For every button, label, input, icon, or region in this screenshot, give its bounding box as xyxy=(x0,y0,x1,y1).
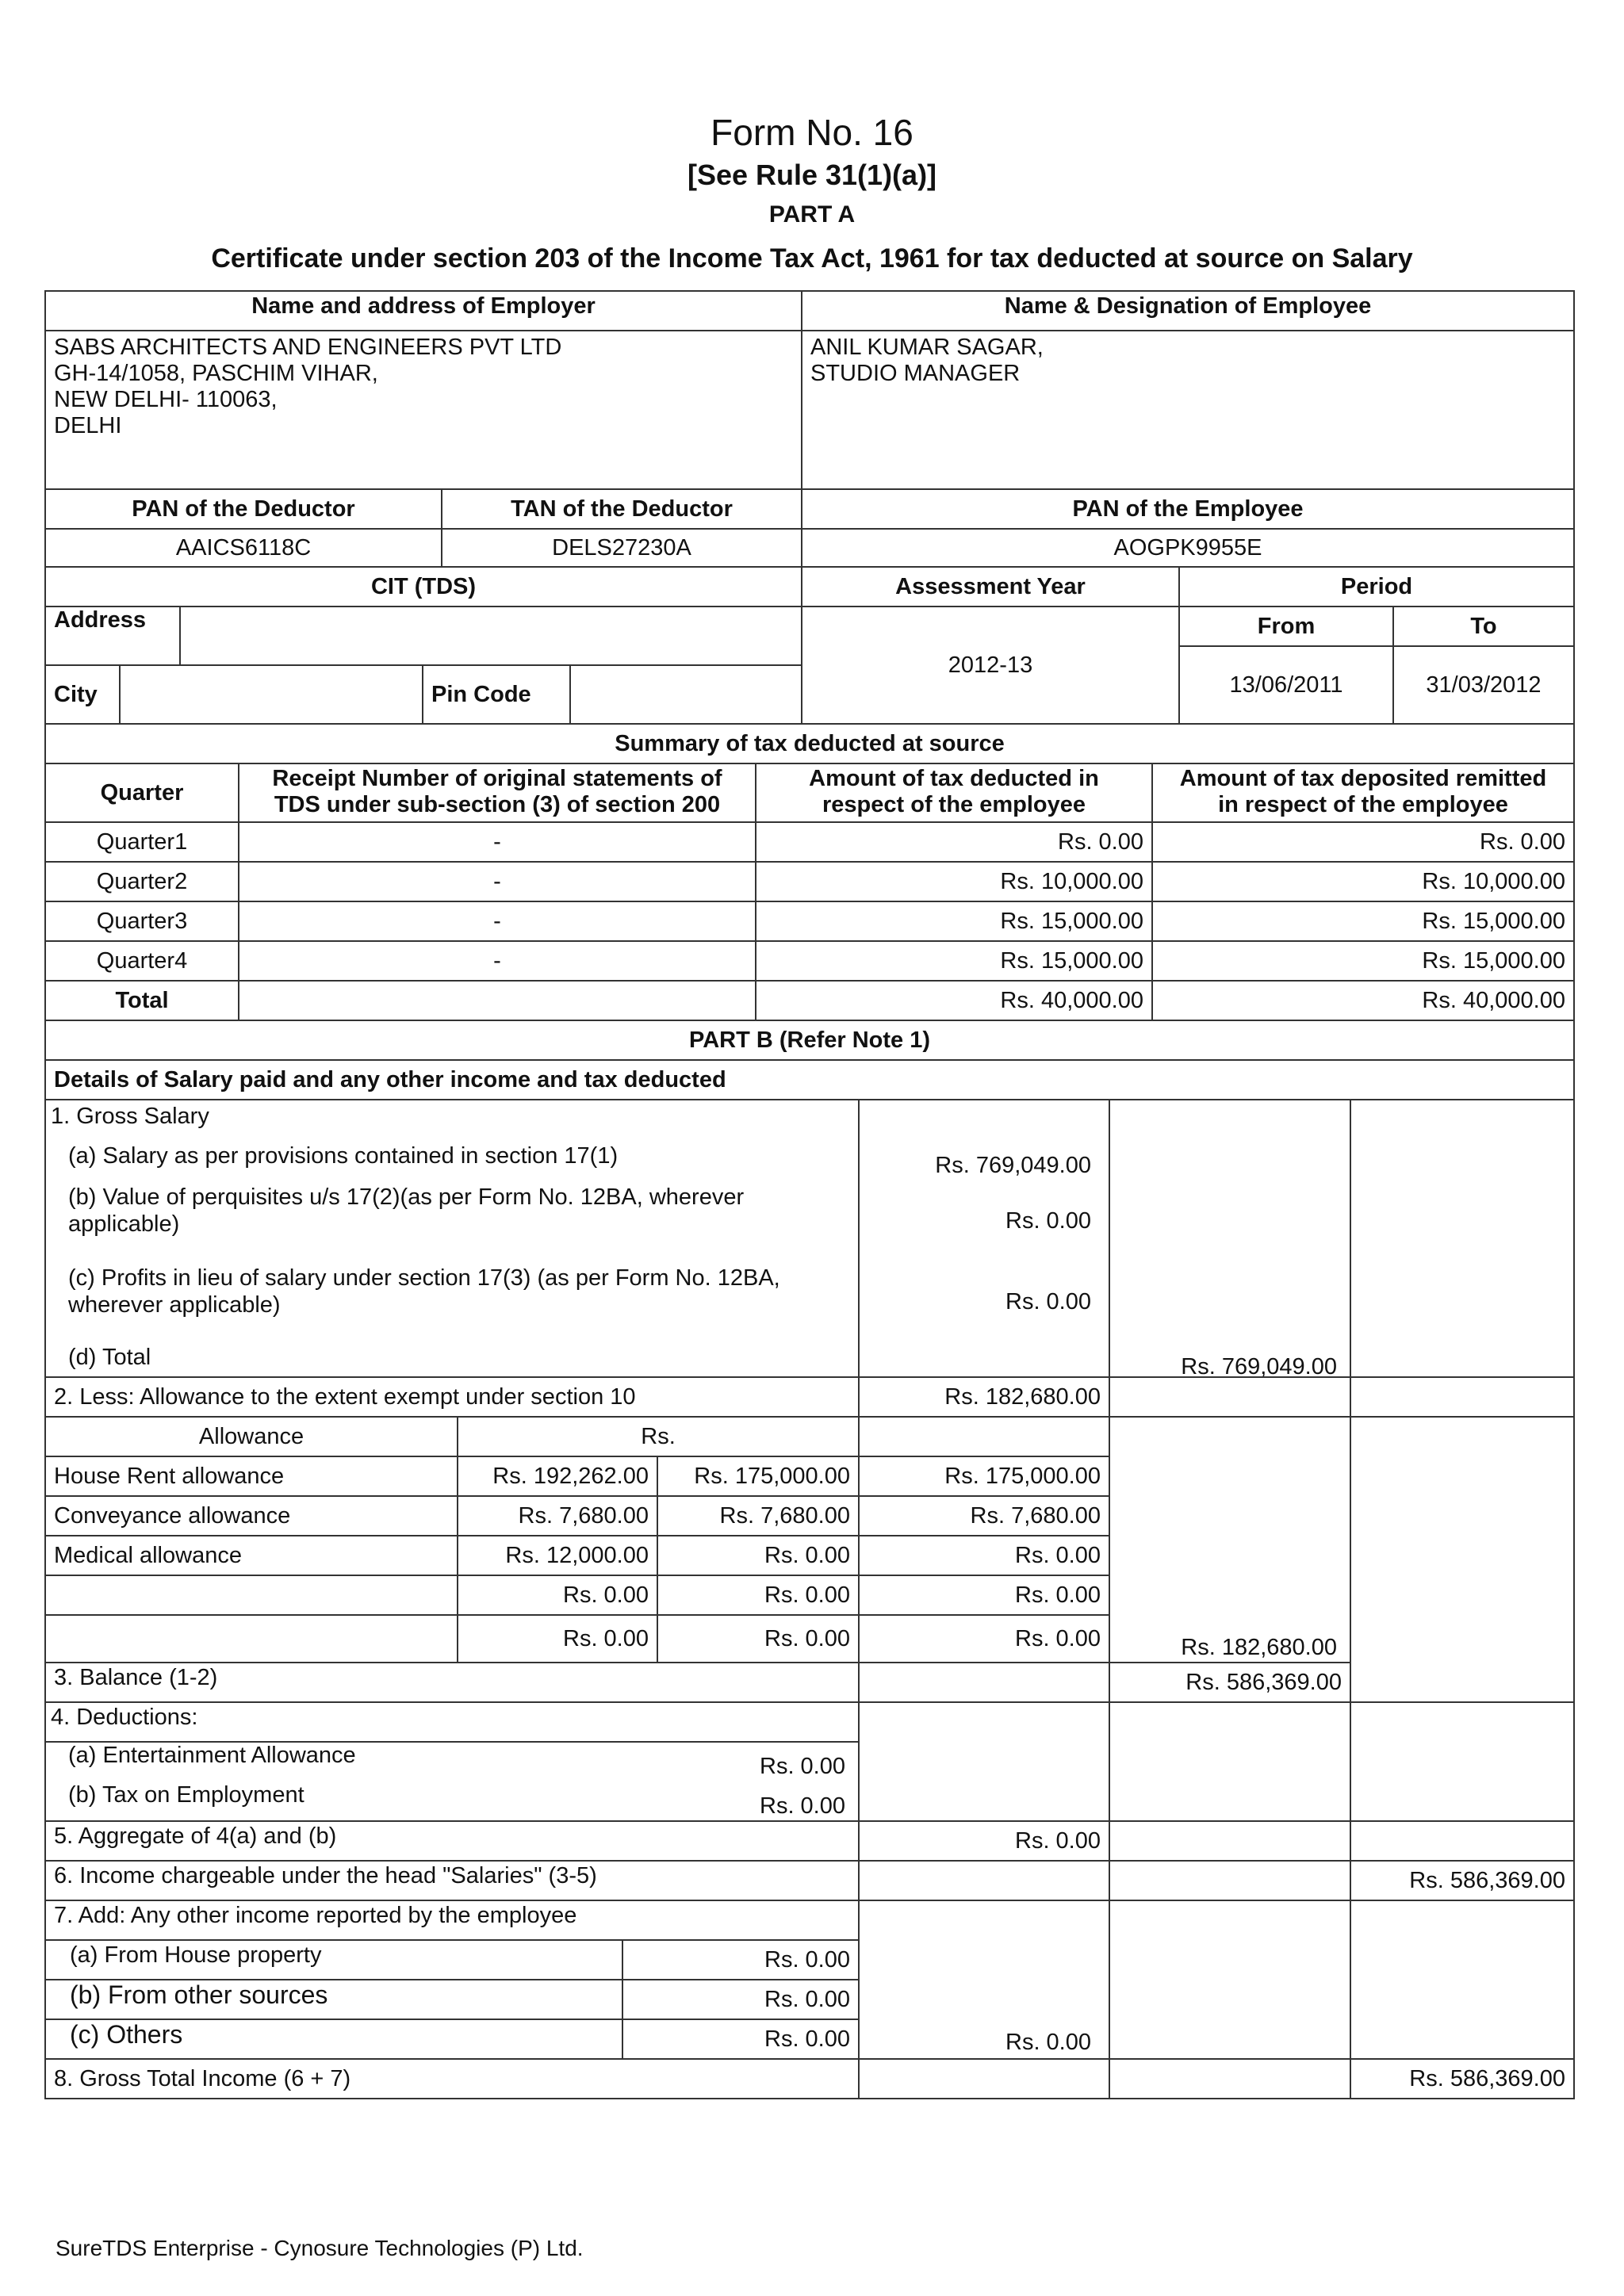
allowance-total-col xyxy=(1109,1416,1351,1663)
allowance-v3: Rs. 0.00 xyxy=(858,1614,1110,1663)
allowance-rs-header: Rs. xyxy=(457,1416,860,1457)
tan-deductor-value: DELS27230A xyxy=(441,528,802,568)
allowance-name xyxy=(44,1575,458,1616)
summary-col-receipt-line1: Receipt Number of original statements of xyxy=(272,766,722,791)
allowance-header: Allowance xyxy=(44,1416,458,1457)
allowance-name xyxy=(44,1614,458,1663)
summary-col-deposited-line2: in respect of the employee xyxy=(1218,792,1508,817)
salary-17-1-value: Rs. 769,049.00 xyxy=(935,1153,1091,1178)
rule-reference: [See Rule 31(1)(a)] xyxy=(687,159,937,191)
employer-address-line: GH-14/1058, PASCHIM VIHAR, xyxy=(54,361,378,386)
allowance-v3: Rs. 7,680.00 xyxy=(858,1495,1110,1536)
footer-credit: SureTDS Enterprise - Cynosure Technologies (P) Ltd. xyxy=(56,2236,584,2260)
income-salaries-col1 xyxy=(858,1860,1110,1901)
less-allowance-col3 xyxy=(1350,1376,1575,1418)
allowance-col3 xyxy=(1350,1416,1575,1703)
summary-total-deducted: Rs. 40,000.00 xyxy=(755,980,1153,1021)
summary-total-receipt xyxy=(238,980,756,1021)
other-income-total-value: Rs. 0.00 xyxy=(1005,2030,1091,2055)
cit-address-label: Address xyxy=(44,606,181,666)
house-property-value: Rs. 0.00 xyxy=(622,1939,860,1980)
allowance-v1: Rs. 0.00 xyxy=(457,1575,658,1616)
pan-employee-label: PAN of the Employee xyxy=(801,488,1575,530)
salary-17-1-label: (a) Salary as per provisions contained in section 17(1) xyxy=(68,1143,619,1169)
part-a-heading: PART A xyxy=(768,201,856,228)
summary-col-deducted xyxy=(755,763,1153,823)
employer-label: Name and address of Employer xyxy=(44,290,802,331)
allowance-name: House Rent allowance xyxy=(44,1456,458,1497)
pan-employee-value: AOGPK9955E xyxy=(801,528,1575,568)
period-to-value: 31/03/2012 xyxy=(1392,645,1575,725)
allowance-v2: Rs. 175,000.00 xyxy=(657,1456,860,1497)
balance-label: 3. Balance (1-2) xyxy=(44,1662,860,1703)
summary-deducted: Rs. 0.00 xyxy=(755,821,1153,863)
allowance-v1: Rs. 192,262.00 xyxy=(457,1456,658,1497)
income-salaries-label: 6. Income chargeable under the head "Salaries" (3-5) xyxy=(44,1860,860,1901)
deductions-label: 4. Deductions: xyxy=(51,1705,198,1730)
income-salaries-col2 xyxy=(1109,1860,1351,1901)
other-sources-value: Rs. 0.00 xyxy=(622,1979,860,2020)
allowance-v1: Rs. 12,000.00 xyxy=(457,1535,658,1576)
summary-receipt: - xyxy=(238,901,756,942)
summary-deducted: Rs. 15,000.00 xyxy=(755,940,1153,982)
summary-col-receipt-line2: TDS under sub-section (3) of section 200 xyxy=(274,792,721,817)
allowance-v2: Rs. 0.00 xyxy=(657,1575,860,1616)
allowance-v1: Rs. 0.00 xyxy=(457,1614,658,1663)
gross-total-income-col1 xyxy=(858,2058,1110,2099)
others-label: (c) Others xyxy=(44,2019,623,2060)
employee-designation: STUDIO MANAGER xyxy=(810,361,1021,386)
period-label: Period xyxy=(1178,566,1575,607)
perquisites-label-line2: applicable) xyxy=(68,1211,180,1237)
cit-pin-label: Pin Code xyxy=(422,664,571,725)
other-income-label: 7. Add: Any other income reported by the employee xyxy=(44,1900,860,1941)
employer-address xyxy=(44,330,802,490)
allowance-v2: Rs. 0.00 xyxy=(657,1614,860,1663)
gross-total-income-label: 8. Gross Total Income (6 + 7) xyxy=(44,2058,860,2099)
deductions-col3 xyxy=(1350,1701,1575,1822)
summary-total-deposited: Rs. 40,000.00 xyxy=(1151,980,1575,1021)
other-sources-label: (b) From other sources xyxy=(44,1979,623,2020)
balance-value: Rs. 586,369.00 xyxy=(1109,1662,1351,1703)
summary-deducted: Rs. 15,000.00 xyxy=(755,901,1153,942)
tax-employment-value: Rs. 0.00 xyxy=(760,1793,845,1819)
allowance-v3: Rs. 0.00 xyxy=(858,1535,1110,1576)
deductions-col2 xyxy=(1109,1701,1351,1822)
summary-total-label: Total xyxy=(44,980,239,1021)
summary-quarter: Quarter2 xyxy=(44,861,239,902)
cit-pin-value xyxy=(569,664,802,725)
allowance-header-col1 xyxy=(858,1416,1110,1457)
assessment-year-label: Assessment Year xyxy=(801,566,1180,607)
summary-deposited: Rs. 0.00 xyxy=(1151,821,1575,863)
tax-employment-label: (b) Tax on Employment xyxy=(68,1782,304,1808)
employer-state: DELHI xyxy=(54,413,122,438)
less-allowance-label: 2. Less: Allowance to the extent exempt under section 10 xyxy=(44,1376,860,1418)
allowance-v1: Rs. 7,680.00 xyxy=(457,1495,658,1536)
allowance-v3: Rs. 175,000.00 xyxy=(858,1456,1110,1497)
perquisites-label-line1: (b) Value of perquisites u/s 17(2)(as per Form No. 12BA, wherever xyxy=(68,1184,745,1210)
less-allowance-value: Rs. 182,680.00 xyxy=(858,1376,1110,1418)
employer-name: SABS ARCHITECTS AND ENGINEERS PVT LTD xyxy=(54,335,562,360)
entertainment-label: (a) Entertainment Allowance xyxy=(68,1743,356,1768)
summary-deposited: Rs. 10,000.00 xyxy=(1151,861,1575,902)
period-from-value: 13/06/2011 xyxy=(1178,645,1394,725)
employee-name: ANIL KUMAR SAGAR, xyxy=(810,335,1044,360)
profits-value: Rs. 0.00 xyxy=(1005,1289,1091,1314)
summary-quarter: Quarter3 xyxy=(44,901,239,942)
cit-address-value xyxy=(179,606,802,666)
allowance-v3: Rs. 0.00 xyxy=(858,1575,1110,1616)
summary-receipt: - xyxy=(238,821,756,863)
summary-quarter: Quarter1 xyxy=(44,821,239,863)
assessment-year-value: 2012-13 xyxy=(801,606,1180,725)
profits-label-line1: (c) Profits in lieu of salary under section 17(3) (as per Form No. 12BA, xyxy=(68,1265,780,1291)
house-property-label: (a) From House property xyxy=(44,1939,623,1980)
cit-tds-label: CIT (TDS) xyxy=(44,566,802,607)
cit-city-value xyxy=(119,664,423,725)
employer-city: NEW DELHI- 110063, xyxy=(54,387,278,412)
summary-col-quarter: Quarter xyxy=(44,763,239,823)
tan-deductor-label: TAN of the Deductor xyxy=(441,488,802,530)
profits-label-line2: wherever applicable) xyxy=(68,1292,281,1318)
part-b-details: Details of Salary paid and any other income and tax deducted xyxy=(44,1059,1575,1100)
summary-col-deposited xyxy=(1151,763,1575,823)
summary-deposited: Rs. 15,000.00 xyxy=(1151,940,1575,982)
summary-deposited: Rs. 15,000.00 xyxy=(1151,901,1575,942)
summary-deducted: Rs. 10,000.00 xyxy=(755,861,1153,902)
aggregate-col2 xyxy=(1109,1820,1351,1862)
form-title: Form No. 16 xyxy=(710,112,914,153)
summary-col-deducted-line2: respect of the employee xyxy=(822,792,1086,817)
gross-salary-col2 xyxy=(1109,1099,1351,1378)
allowance-v2: Rs. 0.00 xyxy=(657,1535,860,1576)
certificate-title: Certificate under section 203 of the Income Tax Act, 1961 for tax deducted at source on Salary xyxy=(211,243,1413,274)
allowance-name: Conveyance allowance xyxy=(44,1495,458,1536)
aggregate-value: Rs. 0.00 xyxy=(858,1820,1110,1862)
employee-details xyxy=(801,330,1575,490)
other-income-col2 xyxy=(1109,1900,1351,2060)
aggregate-label: 5. Aggregate of 4(a) and (b) xyxy=(44,1820,860,1862)
form-16-sheet xyxy=(44,290,1575,2109)
summary-col-deposited-line1: Amount of tax deposited remitted xyxy=(1179,766,1547,791)
pan-deductor-value: AAICS6118C xyxy=(44,528,442,568)
allowance-v2: Rs. 7,680.00 xyxy=(657,1495,860,1536)
pan-deductor-label: PAN of the Deductor xyxy=(44,488,442,530)
balance-col1 xyxy=(858,1662,1110,1703)
gross-total-income-col2 xyxy=(1109,2058,1351,2099)
period-to-label: To xyxy=(1392,606,1575,647)
others-value: Rs. 0.00 xyxy=(622,2019,860,2060)
allowance-total-value: Rs. 182,680.00 xyxy=(1181,1635,1337,1660)
gross-salary-col1 xyxy=(858,1099,1110,1378)
gross-salary-section xyxy=(44,1099,860,1378)
gross-salary-label: 1. Gross Salary xyxy=(51,1104,209,1129)
allowance-name: Medical allowance xyxy=(44,1535,458,1576)
income-salaries-value: Rs. 586,369.00 xyxy=(1350,1860,1575,1901)
gross-total-income-value: Rs. 586,369.00 xyxy=(1350,2058,1575,2099)
summary-col-receipt xyxy=(238,763,756,823)
summary-receipt: - xyxy=(238,861,756,902)
part-b-title: PART B (Refer Note 1) xyxy=(44,1020,1575,1061)
perquisites-value: Rs. 0.00 xyxy=(1005,1208,1091,1234)
gross-salary-col3 xyxy=(1350,1099,1575,1378)
entertainment-value: Rs. 0.00 xyxy=(760,1754,845,1779)
gross-total-label: (d) Total xyxy=(68,1345,151,1370)
summary-title: Summary of tax deducted at source xyxy=(44,723,1575,764)
period-from-label: From xyxy=(1178,606,1394,647)
aggregate-col3 xyxy=(1350,1820,1575,1862)
summary-col-deducted-line1: Amount of tax deducted in xyxy=(809,766,1099,791)
gross-total-value: Rs. 769,049.00 xyxy=(1181,1354,1337,1380)
summary-quarter: Quarter4 xyxy=(44,940,239,982)
other-income-col3 xyxy=(1350,1900,1575,2060)
deductions-col1 xyxy=(858,1701,1110,1822)
employee-label: Name & Designation of Employee xyxy=(801,290,1575,331)
cit-city-label: City xyxy=(44,664,121,725)
summary-receipt: - xyxy=(238,940,756,982)
less-allowance-col2 xyxy=(1109,1376,1351,1418)
